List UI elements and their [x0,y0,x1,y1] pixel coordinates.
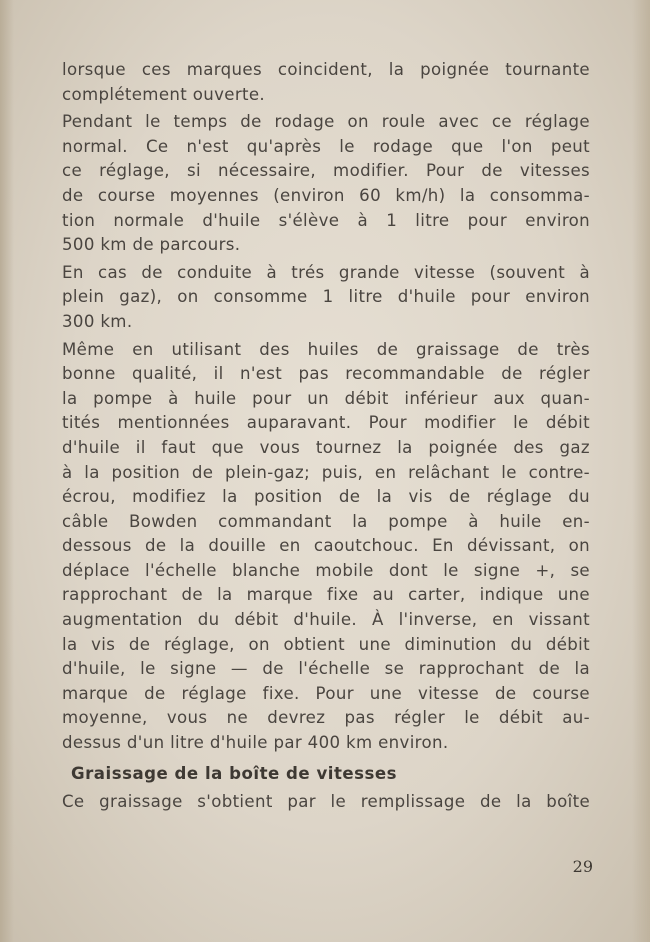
text-line: câble Bowden commandant la pompe à huile en- [62,511,590,531]
text-line: Pendant le temps de rodage on roule avec ce réglage [62,112,590,132]
text-line: dessus d'un litre d'huile par 400 km environ. [62,733,449,753]
text-line: tion normale d'huile s'élève à 1 litre pour environ [62,210,590,230]
text-line: rapprochant de la marque fixe au carter, indique une [62,585,590,605]
paragraph-1 [62,58,590,107]
text-line: dessous de la douille en caoutchouc. En dévissant, on [62,536,590,556]
section-heading: Graissage de la boîte de vitesses [71,763,398,783]
text-line: Ce graissage s'obtient par le remplissage de la boîte [62,792,590,812]
text-line: la pompe à huile pour un débit inférieur aux quan- [62,388,590,408]
text-line: lorsque ces marques coincident, la poignée tournante [62,60,590,79]
text-line: de course moyennes (environ 60 km/h) la consomma- [62,185,590,205]
text-line: écrou, modifiez la position de la vis de réglage du [62,487,590,507]
text-line: 300 km. [62,311,133,331]
page-number: 29 [572,857,593,876]
text-line: complétement ouverte. [62,84,266,104]
text-line: la vis de réglage, on obtient une diminution du débit [62,634,590,654]
paragraph-2 [62,110,590,258]
paragraph-5 [62,790,590,815]
text-line: En cas de conduite à trés grande vitesse (souvent à [62,262,590,282]
text-line: déplace l'échelle blanche mobile dont le signe +, se [62,560,590,580]
text-line: bonne qualité, il n'est pas recommandable de régler [62,364,590,384]
text-line: plein gaz), on consomme 1 litre d'huile pour environ [62,287,590,307]
text-line: moyenne, vous ne devrez pas régler le débit au- [62,708,590,728]
text-line: d'huile il faut que vous tournez la poignée des gaz [62,437,590,457]
text-line: d'huile, le signe — de l'échelle se rapprochant de la [62,659,590,679]
text-line: 500 km de parcours. [62,235,241,255]
text-line: tités mentionnées auparavant. Pour modifier le débit [62,413,590,433]
text-line: normal. Ce n'est qu'après le rodage que l'on peut [62,136,590,156]
body-text [62,58,590,821]
paragraph-4 [62,338,590,756]
text-line: Même en utilisant des huiles de graissage de très [62,339,590,359]
text-line: ce réglage, si nécessaire, modifier. Pour de vitesses [62,161,590,181]
text-line: à la position de plein-gaz; puis, en relâchant le contre- [62,462,590,482]
text-line: marque de réglage fixe. Pour une vitesse de course [62,683,590,703]
paragraph-3 [62,261,590,335]
text-line: augmentation du débit d'huile. À l'inverse, en vissant [62,610,590,630]
